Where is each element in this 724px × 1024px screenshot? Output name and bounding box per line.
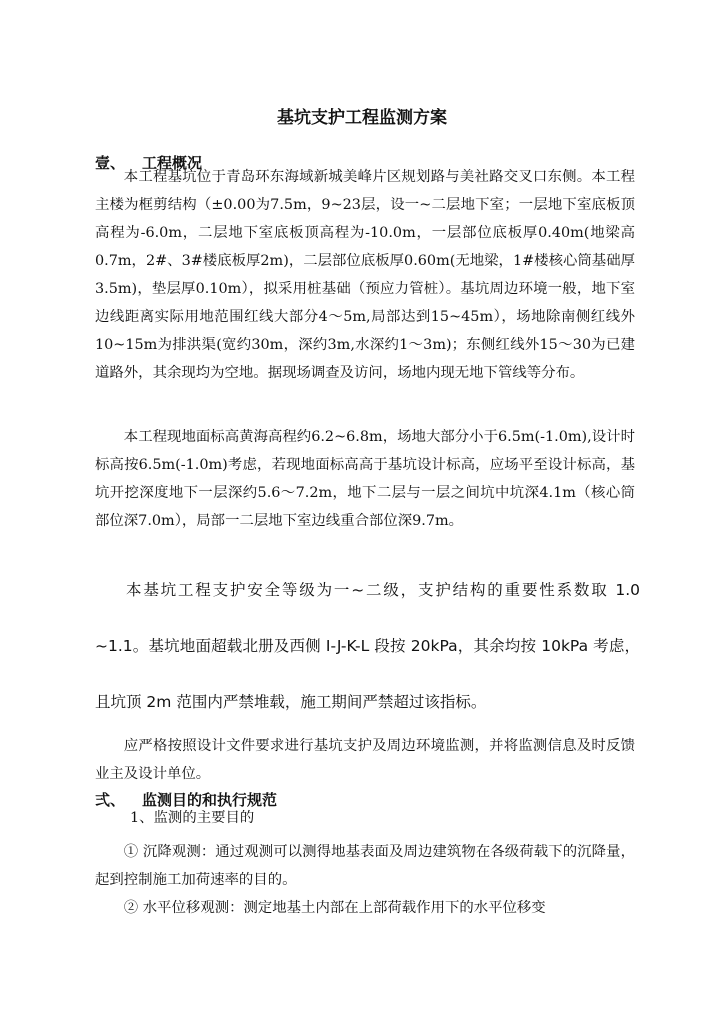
paragraph-project-overview: 本工程基坑位于青岛环东海域新城美峰片区规划路与美社路交叉口东侧。本工程主楼为框剪结构（±0.00为7.5m，9~23层，设一~二层地下室；一层地下室底板顶高程为-6.0m，二层地下室底板顶高程为-10.0m，一层部位底板厚0.40m(地梁高0.7m，2#、3#楼底板厚2m)，二层部位底板厚0.60m(无地梁，1#楼核心筒基础厚3.5m)，垫层厚0.10m），拟采用桩基础（预应力管桩）。基坑周边环境一般，地下室边线距离实际用地范围红线大部分4～5m,局部达到15~45m），场地除南侧红线外10~15m为排洪渠(宽约30m，深约3m,水深约1～3m)；东侧红线外15～30为已建道路外，其余现均为空地。据现场调查及访问，场地内现无地下管线等分布。 <box>95 169 635 381</box>
paragraph-elevation: 本工程现地面标高黄海高程约6.2~6.8m，场地大部分小于6.5m(-1.0m),设计时标高按6.5m(-1.0m)考虑，若现地面标高高于基坑设计标高，应场平至设计标高，基坑开挖深度地下一层深约5.6～7.2m，地下二层与一层之间坑中坑深4.1m（核心筒部位深7.0m），局部一二层地下室边线重合部位深9.7m。 <box>95 429 635 529</box>
document-title: 基坑支护工程监测方案 <box>277 108 447 128</box>
list-item-horizontal-displacement: ② 水平位移观测：测定地基土内部在上部荷载作用下的水平位移变 <box>123 900 546 916</box>
paragraph-monitoring-requirement: 应严格按照设计文件要求进行基坑支护及周边环境监测，并将监测信息及时反馈业主及设计单位。 <box>95 738 635 782</box>
section-2-title: 监测目的和执行规范 <box>142 791 278 809</box>
paragraph-safety-level: 本基坑工程支护安全等级为一~二级，支护结构的重要性系数取 1.0 ~1.1。基坑地面超载北册及西侧 I-J-K-L 段按 20kPa，其余均按 10kPa 考虑，且坑顶 2m 范围内严禁堆载，施工期间严禁超过该指标。 <box>95 581 640 711</box>
section-1-number: 壹、 <box>95 154 126 172</box>
list-item-settlement: ① 沉降观测：通过观测可以测得地基表面及周边建筑物在各级荷载下的沉降量，起到控制施工加荷速率的目的。 <box>95 844 635 888</box>
section-2-number: 弍、 <box>95 791 126 809</box>
section-1-title: 工程概况 <box>142 154 203 172</box>
subsection-monitoring-purpose: 1、监测的主要目的 <box>130 810 255 826</box>
